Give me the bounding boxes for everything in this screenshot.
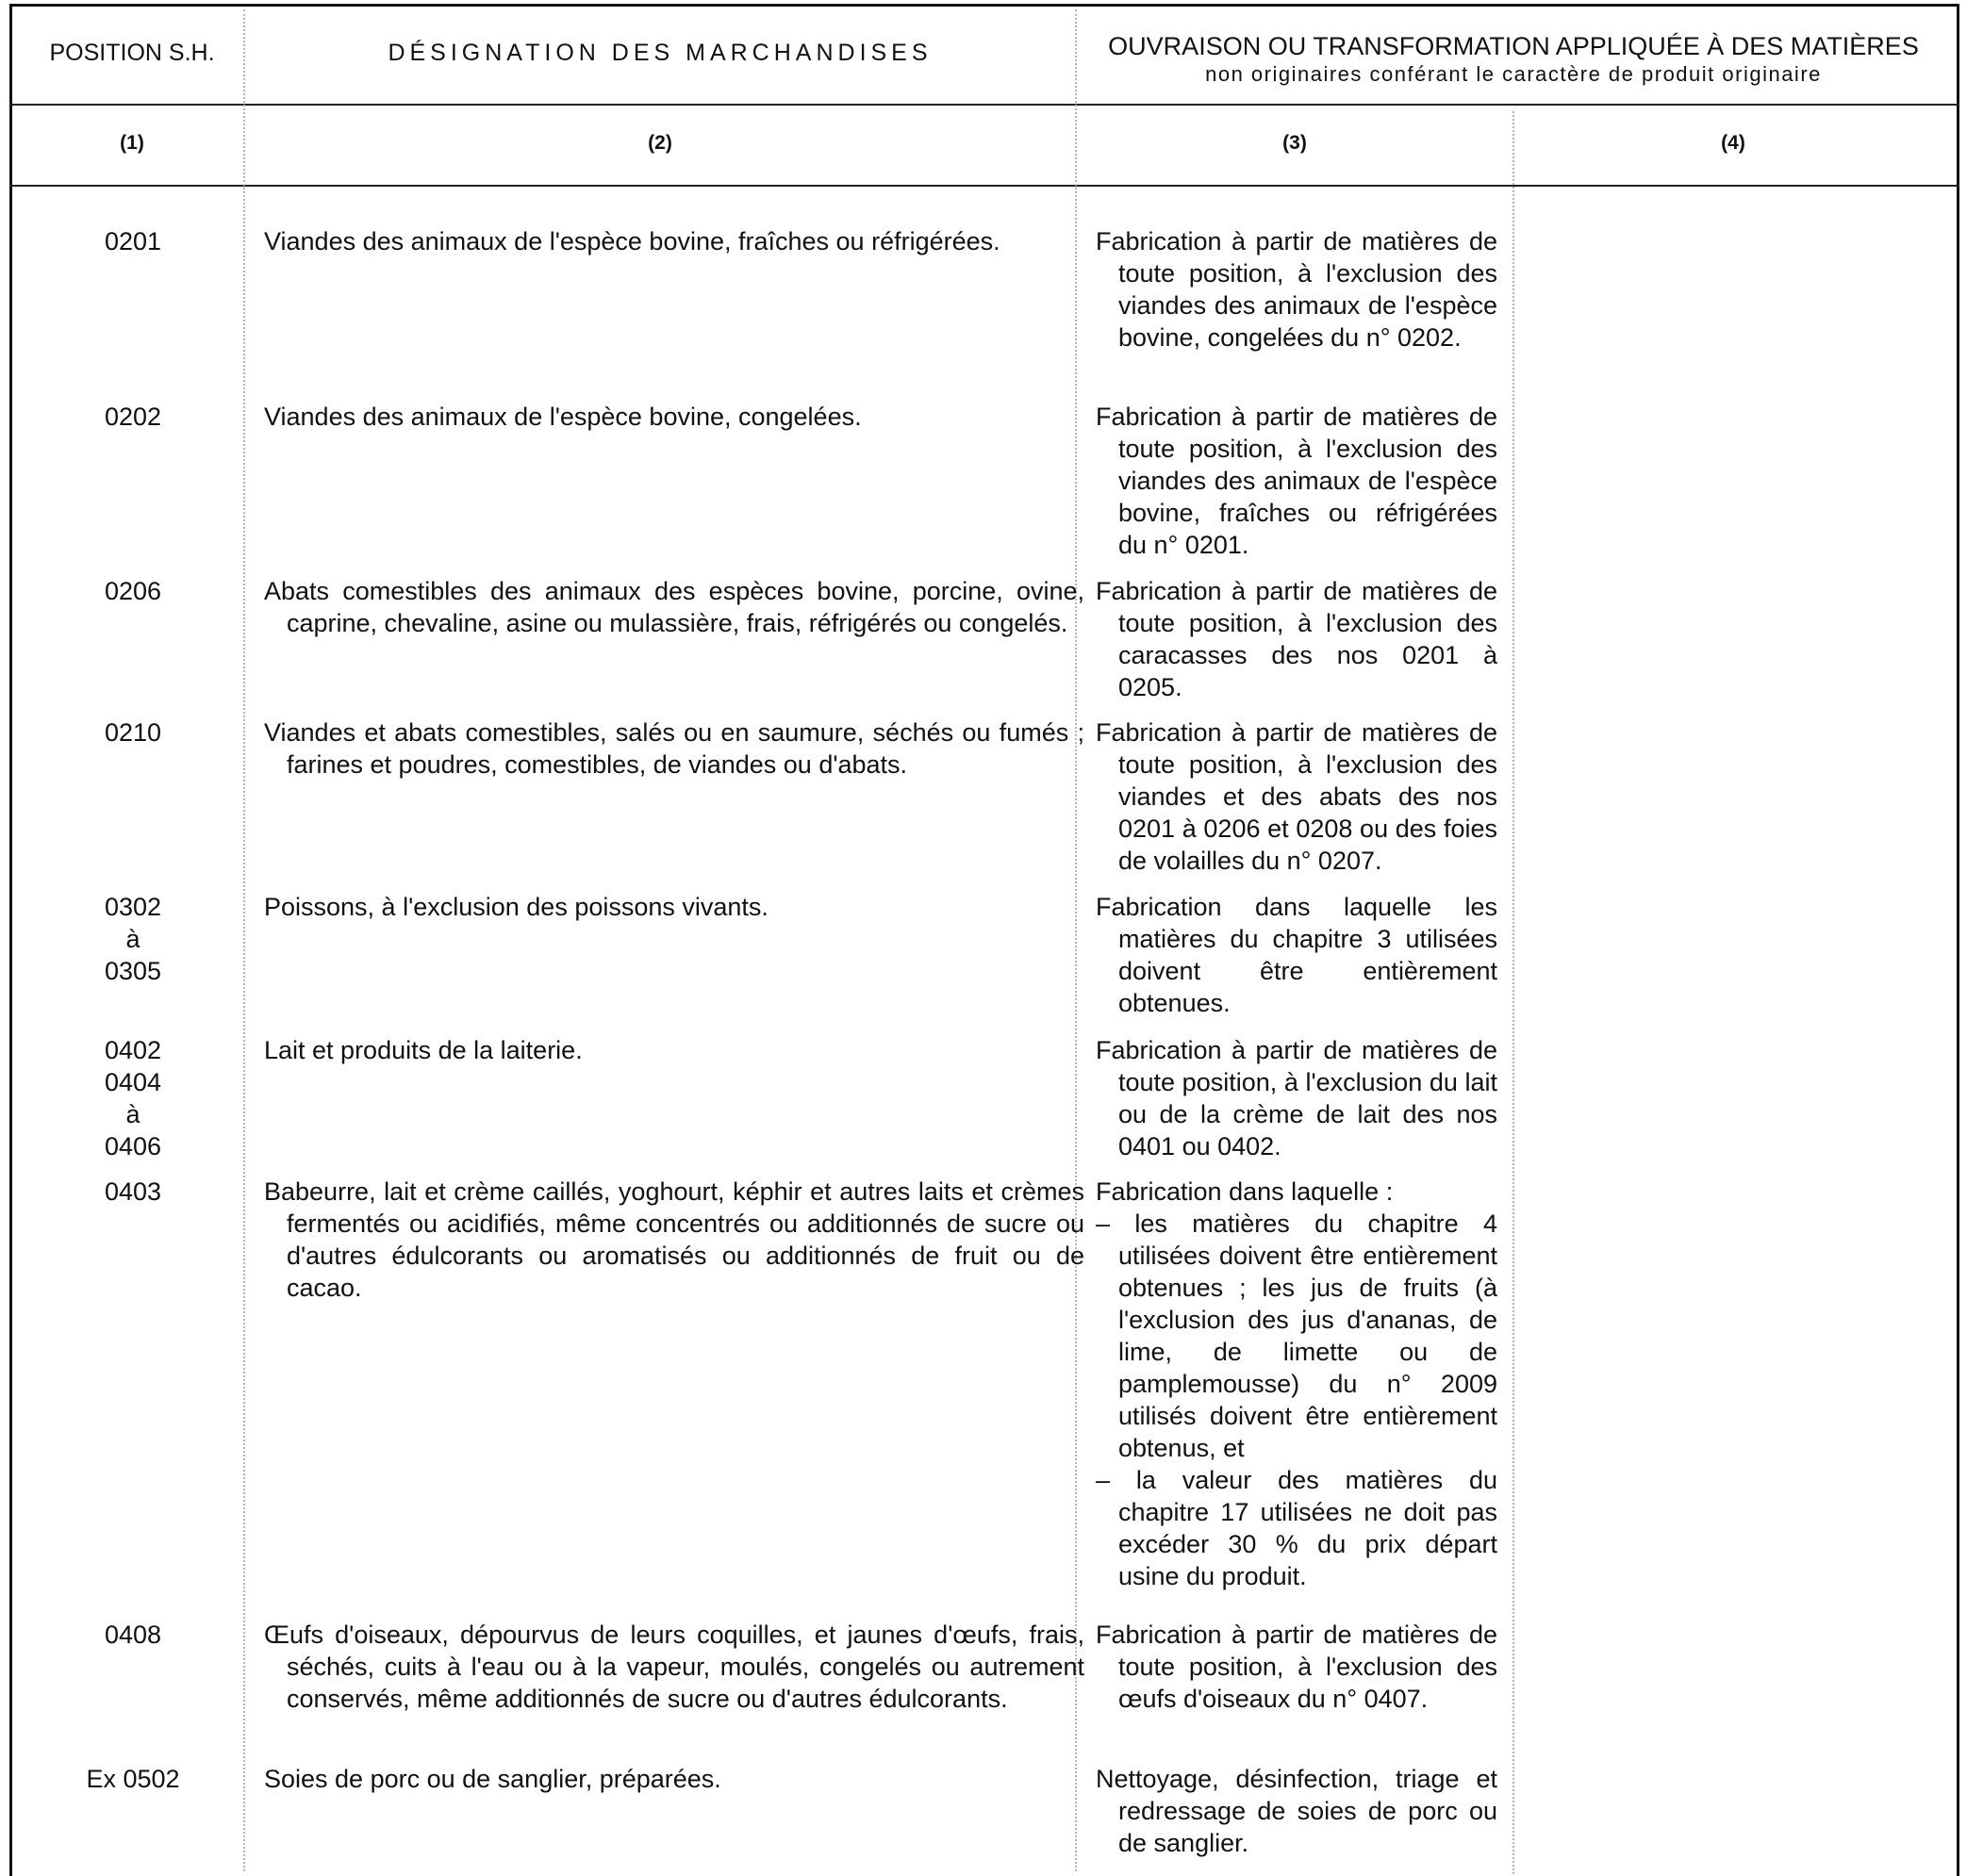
row-position: 0408 <box>104 1621 162 1649</box>
table-right-border <box>1957 4 1959 1876</box>
column-number-4: (4) <box>1721 132 1745 154</box>
header-working <box>1075 32 1952 89</box>
row-working <box>1096 1619 1497 1715</box>
row-working-intro: Fabrication dans laquelle : <box>1096 1177 1394 1206</box>
row-working <box>1096 401 1497 561</box>
header-working-subtitle: non originaires conférant le caractère de produit originaire <box>1205 62 1822 86</box>
row-position: 0201 <box>104 227 162 255</box>
row-working <box>1096 716 1497 877</box>
row-working-text: Fabrication à partir de matières de toute position, à l'exclusion des viandes des animaux de l'espèce bovine, fraîches ou réfrigérées du n° 0201. <box>1096 403 1497 559</box>
row-position: 0402 0404 à 0406 <box>104 1036 162 1160</box>
row-description: Soies de porc ou de sanglier, préparées. <box>264 1765 721 1793</box>
row-description: Lait et produits de la laiterie. <box>264 1036 583 1064</box>
column-number-2: (2) <box>648 132 672 154</box>
row-description: Poissons, à l'exclusion des poissons vivants. <box>264 893 769 921</box>
row-position: 0210 <box>104 718 162 747</box>
row-working-item: – la valeur des matières du chapitre 17 utilisées ne doit pas excéder 30 % du prix départ usine du produit. <box>1096 1466 1497 1590</box>
row-description: Abats comestibles des animaux des espèces bovine, porcine, ovine, caprine, chevaline, asine ou mulassière, frais, réfrigérés ou congelés. <box>264 577 1084 637</box>
row-working <box>1096 575 1497 703</box>
row-working <box>1096 1176 1497 1592</box>
row-position: 0206 <box>104 577 162 605</box>
row-position: 0302 à 0305 <box>104 893 162 985</box>
row-working <box>1096 891 1497 1019</box>
row-working-item: – les matières du chapitre 4 utilisées doivent être entièrement obtenues ; les jus de fruits (à l'exclusion des jus d'ananas, de lime, de limette ou de pamplemousse) du n° 2009 utilisés doivent être entièrement obtenus, et <box>1096 1210 1497 1462</box>
row-description: Viandes des animaux de l'espèce bovine, fraîches ou réfrigérées. <box>264 227 1000 255</box>
row-position: 0202 <box>104 403 162 431</box>
row-working-text: Fabrication à partir de matières de toute position, à l'exclusion des viandes et des abats des nos 0201 à 0206 et 0208 ou des foies de volailles du n° 0207. <box>1096 718 1497 875</box>
column-number-1: (1) <box>120 132 144 154</box>
header-position: POSITION S.H. <box>49 40 215 66</box>
row-working-text: Fabrication à partir de matières de toute position, à l'exclusion des viandes des animaux de l'espèce bovine, congelées du n° 0202. <box>1096 227 1497 352</box>
row-working <box>1096 1034 1497 1162</box>
column-separator-2 <box>1075 9 1077 1871</box>
row-working-text: Fabrication à partir de matières de toute position, à l'exclusion des œufs d'oiseaux du n° 0407. <box>1096 1621 1497 1713</box>
row-position: 0403 <box>104 1177 162 1206</box>
table-top-border <box>9 4 1959 7</box>
row-working-text: Fabrication dans laquelle les matières du chapitre 3 utilisées doivent être entièrement obtenues. <box>1096 893 1497 1017</box>
row-description: Viandes et abats comestibles, salés ou en saumure, séchés ou fumés ; farines et poudres, comestibles, de viandes ou d'abats. <box>264 718 1084 779</box>
row-working-text: Fabrication à partir de matières de toute position, à l'exclusion des caracasses des nos 0201 à 0205. <box>1096 577 1497 701</box>
row-working-text: Nettoyage, désinfection, triage et redressage de soies de porc ou de sanglier. <box>1096 1765 1497 1857</box>
column-separator-3 <box>1512 111 1514 1874</box>
row-working-text: Fabrication à partir de matières de toute position, à l'exclusion du lait ou de la crème de lait des nos 0401 ou 0402. <box>1096 1036 1497 1160</box>
header-divider <box>9 104 1959 106</box>
row-description: Babeurre, lait et crème caillés, yoghourt, képhir et autres laits et crèmes fermentés ou acidifiés, même concentrés ou additionnés de sucre ou d'autres édulcorants ou aromatisés ou additionnés de fruit ou de cacao. <box>264 1177 1084 1302</box>
header-designation: DÉSIGNATION DES MARCHANDISES <box>388 40 933 66</box>
row-description: Viandes des animaux de l'espèce bovine, congelées. <box>264 403 862 431</box>
row-position: Ex 0502 <box>86 1765 180 1793</box>
header-working-title: OUVRAISON OU TRANSFORMATION APPLIQUÉE À DES MATIÈRES <box>1108 32 1919 60</box>
column-number-divider <box>9 185 1959 187</box>
row-working <box>1096 225 1497 354</box>
row-description: Œufs d'oiseaux, dépourvus de leurs coquilles, et jaunes d'œufs, frais, séchés, cuits à l'eau ou à la vapeur, moulés, congelés ou autrement conservés, même additionnés de sucre ou d'autres édulcorants. <box>264 1621 1084 1713</box>
column-number-3: (3) <box>1282 132 1307 154</box>
row-working <box>1096 1763 1497 1859</box>
